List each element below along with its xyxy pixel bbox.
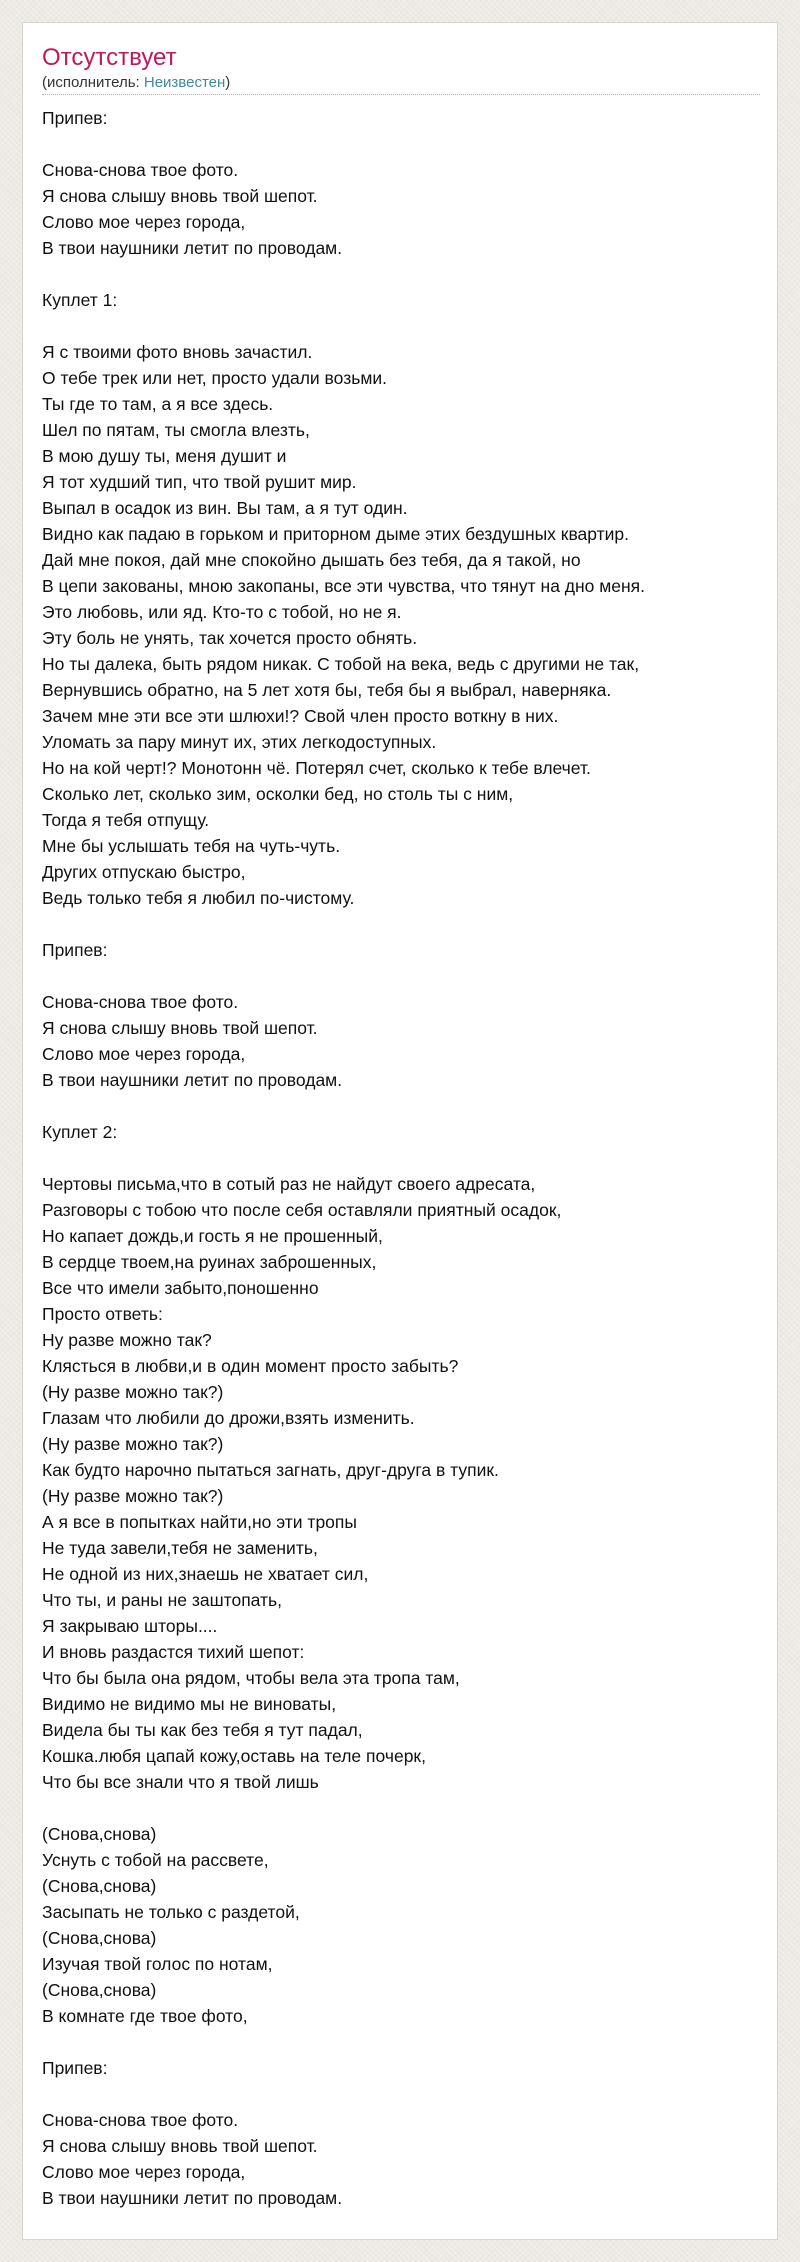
lyric-line — [42, 1795, 760, 1821]
lyric-line: Я тот худший тип, что твой рушит мир. — [42, 472, 357, 492]
lyric-line: Мне бы услышать тебя на чуть-чуть. — [42, 836, 341, 856]
artist-prefix: (исполнитель: — [42, 74, 144, 91]
lyric-line: Припев: — [42, 2058, 108, 2078]
lyric-line: Дай мне покоя, дай мне спокойно дышать без тебя, да я такой, но — [42, 550, 581, 570]
lyric-line: Снова-снова твое фото. — [42, 992, 239, 1012]
lyric-line: Не туда завели,тебя не заменить, — [42, 1538, 318, 1558]
lyric-line — [42, 963, 760, 989]
lyric-line: Сколько лет, сколько зим, осколки бед, но столь ты с ним, — [42, 784, 514, 804]
lyric-line: (Снова,снова) — [42, 1824, 157, 1844]
lyric-line: И вновь раздастся тихий шепот: — [42, 1642, 305, 1662]
lyric-line: Слово мое через города, — [42, 2162, 246, 2182]
song-title: Отсутствует — [42, 44, 177, 71]
lyric-line — [42, 1093, 760, 1119]
lyric-line — [42, 1145, 760, 1171]
lyric-line: Слово мое через города, — [42, 212, 246, 232]
lyric-line: Это любовь, или яд. Кто-то с тобой, но не я. — [42, 602, 402, 622]
lyric-line: О тебе трек или нет, просто удали возьми. — [42, 368, 388, 388]
artist-line — [42, 73, 230, 93]
lyric-line: В твои наушники летит по проводам. — [42, 1070, 343, 1090]
lyric-line: В комнате где твое фото, — [42, 2006, 248, 2026]
lyrics-card — [22, 22, 778, 2240]
lyric-line: Припев: — [42, 940, 108, 960]
lyric-line: Видимо не видимо мы не виноваты, — [42, 1694, 337, 1714]
lyric-line: Уломать за пару минут их, этих легкодоступных. — [42, 732, 437, 752]
lyric-line: Слово мое через города, — [42, 1044, 246, 1064]
lyric-line: Разговоры с тобою что после себя оставляли приятный осадок, — [42, 1200, 562, 1220]
lyric-line: Куплет 2: — [42, 1122, 118, 1142]
lyric-line: Тогда я тебя отпущу. — [42, 810, 210, 830]
lyric-line: (Снова,снова) — [42, 1876, 157, 1896]
lyric-line: Зачем мне эти все эти шлюхи!? Свой член просто воткну в них. — [42, 706, 559, 726]
lyric-line: Что бы все знали что я твой лишь — [42, 1772, 319, 1792]
lyric-line — [42, 2081, 760, 2107]
lyric-line: В мою душу ты, меня душит и — [42, 446, 287, 466]
lyric-line: Что ты, и раны не заштопать, — [42, 1590, 283, 1610]
lyric-line: В твои наушники летит по проводам. — [42, 238, 343, 258]
lyric-line: Но капает дождь,и гость я не прошенный, — [42, 1226, 383, 1246]
lyric-line: Припев: — [42, 108, 108, 128]
lyric-line: Все что имели забыто,поношенно — [42, 1278, 319, 1298]
lyric-line: Я снова слышу вновь твой шепот. — [42, 186, 318, 206]
lyric-line: Кошка.любя цапай кожу,оставь на теле почерк, — [42, 1746, 426, 1766]
lyric-line: Я закрываю шторы.... — [42, 1616, 218, 1636]
lyric-line: (Ну разве можно так?) — [42, 1486, 224, 1506]
lyric-line: Снова-снова твое фото. — [42, 2110, 239, 2130]
lyric-line: Я снова слышу вновь твой шепот. — [42, 1018, 318, 1038]
lyric-line: В сердце твоем,на руинах заброшенных, — [42, 1252, 377, 1272]
lyric-line: Шел по пятам, ты смогла влезть, — [42, 420, 310, 440]
lyric-line: Я снова слышу вновь твой шепот. — [42, 2136, 318, 2156]
lyric-line: (Ну разве можно так?) — [42, 1382, 224, 1402]
lyric-line: Куплет 1: — [42, 290, 118, 310]
lyric-line: Клясться в любви,и в один момент просто забыть? — [42, 1356, 459, 1376]
lyric-line: (Снова,снова) — [42, 1928, 157, 1948]
artist-link[interactable]: Неизвестен — [143, 74, 226, 91]
lyric-line: Я с твоими фото вновь зачастил. — [42, 342, 313, 362]
lyric-line: Ведь только тебя я любил по-чистому. — [42, 888, 355, 908]
lyric-line: Не одной из них,знаешь не хватает сил, — [42, 1564, 369, 1584]
lyric-line: Глазам что любили до дрожи,взять изменить. — [42, 1408, 415, 1428]
lyric-line — [42, 261, 760, 287]
lyric-line: Просто ответь: — [42, 1304, 163, 1324]
lyric-line: Как будто нарочно пытаться загнать, друг-друга в тупик. — [42, 1460, 499, 1480]
lyrics-text — [42, 105, 760, 2211]
lyric-line: В цепи закованы, мною закопаны, все эти чувства, что тянут на дно меня. — [42, 576, 646, 596]
lyric-line: Чертовы письма,что в сотый раз не найдут своего адресата, — [42, 1174, 536, 1194]
lyric-line: А я все в попытках найти,но эти тропы — [42, 1512, 357, 1532]
lyric-line: (Снова,снова) — [42, 1980, 157, 2000]
lyric-line — [42, 131, 760, 157]
lyric-line: Изучая твой голос по нотам, — [42, 1954, 273, 1974]
lyric-line: Других отпускаю быстро, — [42, 862, 246, 882]
lyric-line: В твои наушники летит по проводам. — [42, 2188, 343, 2208]
lyric-line — [42, 2029, 760, 2055]
lyric-line: Видела бы ты как без тебя я тут падал, — [42, 1720, 363, 1740]
lyric-line: Видно как падаю в горьком и приторном дыме этих бездушных квартир. — [42, 524, 630, 544]
lyric-line: (Ну разве можно так?) — [42, 1434, 224, 1454]
lyric-line: Ну разве можно так? — [42, 1330, 212, 1350]
lyric-line: Засыпать не только с раздетой, — [42, 1902, 300, 1922]
artist-suffix: ) — [225, 74, 231, 91]
lyric-line: Уснуть с тобой на рассвете, — [42, 1850, 269, 1870]
lyric-line: Ты где то там, а я все здесь. — [42, 394, 274, 414]
lyric-line — [42, 313, 760, 339]
lyric-line: Что бы была она рядом, чтобы вела эта тропа там, — [42, 1668, 460, 1688]
lyric-line: Эту боль не унять, так хочется просто обнять. — [42, 628, 418, 648]
lyric-line: Но ты далека, быть рядом никак. С тобой на века, ведь с другими не так, — [42, 654, 640, 674]
lyric-line: Выпал в осадок из вин. Вы там, а я тут один. — [42, 498, 408, 518]
title-divider — [42, 94, 760, 95]
lyric-line — [42, 911, 760, 937]
lyric-line: Вернувшись обратно, на 5 лет хотя бы, тебя бы я выбрал, наверняка. — [42, 680, 612, 700]
lyric-line: Снова-снова твое фото. — [42, 160, 239, 180]
lyric-line: Но на кой черт!? Монотонн чё. Потерял счет, сколько к тебе влечет. — [42, 758, 591, 778]
